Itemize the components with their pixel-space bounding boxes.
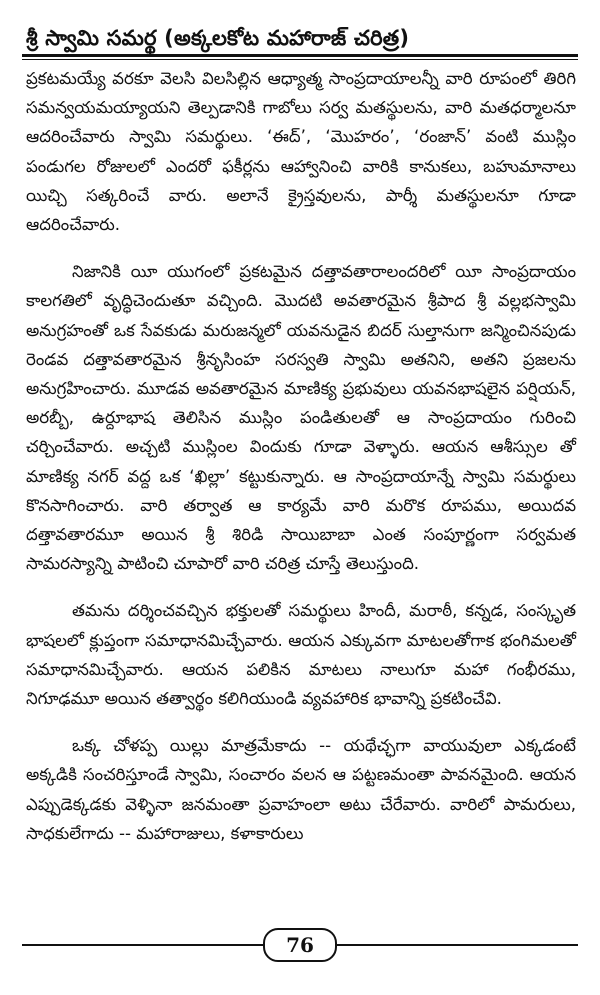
- page-footer: [22, 924, 578, 964]
- header-divider: [22, 54, 578, 60]
- page-number-badge: 76: [263, 928, 337, 962]
- running-header: [22, 8, 578, 52]
- paragraph-3: తమను దర్శించవచ్చిన భక్తులతో సమర్థులు హిందీ, మరాఠీ, కన్నడ, సంస్కృత భాషలలో క్లుప్తంగా సమాధానమిచ్చేవారు. ఆయన ఎక్కువగా మాటలతోగాక భంగిమలతో సమాధానమిచ్చేవారు. ఆయన పలికిన మాటలు నాలుగూ మహా గంభీరము, నిగూఢమూ అయిన తత్వార్థం కలిగియుండి వ్యవహారిక భావాన్ని ప్రకటించేవి.: [26, 601, 576, 709]
- page-body: [26, 64, 576, 866]
- paragraph-2: నిజానికి యీ యుగంలో ప్రకటమైన దత్తావతారాలందరిలో యీ సాంప్రదాయం కాలగతిలో వృద్ధిచెందుతూ వచ్చింది. మొదటి అవతారమైన శ్రీపాద శ్రీ వల్లభస్వామి అనుగ్రహంతో ఒక సేవకుడు మరుజన్మలో యవనుడైన బిదర్ సుల్తానుగా జన్మించినపుడు రెండవ దత్తావతారమైన శ్రీనృసింహ సరస్వతి స్వామి అతనిని, అతని ప్రజలను అనుగ్రహించారు. మూడవ అవతారమైన మాణిక్య ప్రభువులు యవనభాషలైన పర్షియన్, అరబ్బీ, ఉర్దూభాష తెలిసిన ముస్లిం పండితులతో ఆ సాంప్రదాయం గురించి చర్చించేవారు. అచ్చటి ముస్లింల విందుకు గూడా వెళ్ళారు. ఆయన ఆశీస్సుల తో మాణిక్య నగర్ వద్ద ఒక ‘ఖిల్లా’ కట్టుకున్నారు. ఆ సాంప్రదాయాన్నే స్వామి సమర్థులు కొనసాగించారు. వారి తర్వాత ఆ కార్యమే వారి మరొక రూపము, అయిదవ దత్తావతారమూ అయిన శ్రీ శిరిడి సాయిబాబా ఎంత సంపూర్ణంగా సర్వమత సామరస్యాన్ని పాటించి చూపారో వారి చరిత్ర చూస్తే తెలుస్తుంది.: [26, 262, 576, 574]
- book-title: శ్రీ స్వామి సమర్థ (అక్కలకోట మహారాజ్ చరిత్ర): [26, 26, 410, 50]
- paragraph-1: ప్రకటమయ్యే వరకూ వెలసి విలసిల్లిన ఆధ్యాత్మ సాంప్రదాయాలన్నీ వారి రూపంలో తిరిగి సమన్వయమయ్యాయని తెల్పడానికి గాబోలు సర్వ మతస్థులను, వారి మతధర్మాలనూ ఆదరించేవారు స్వామి సమర్థులు. ‘ఈద్’, ‘మొహరం’, ‘రంజాన్’ వంటి ముస్లిం పండుగల రోజులలో ఎందరో ఫకీర్లను ఆహ్వానించి వారికి కానుకలు, బహుమానాలు యిచ్చి సత్కరించే వారు. అలానే క్రైస్తవులను, పార్శీ మతస్థులనూ గూడా ఆదరించేవారు.: [26, 69, 576, 235]
- paragraph-4: ఒక్క చోళప్ప యిల్లు మాత్రమేకాదు -- యథేచ్ఛగా వాయువులా ఎక్కడంటే అక్కడికి సంచరిస్తూండే స్వామి, సంచారం వలన ఆ పట్టణమంతా పావనమైంది. ఆయన ఎప్పుడెక్కడకు వెళ్ళినా జనమంతా ప్రవాహంలా అటు చేరేవారు. వారిలో పామరులు, సాధకులేగాదు -- మహారాజులు, కళాకారులు: [26, 736, 576, 843]
